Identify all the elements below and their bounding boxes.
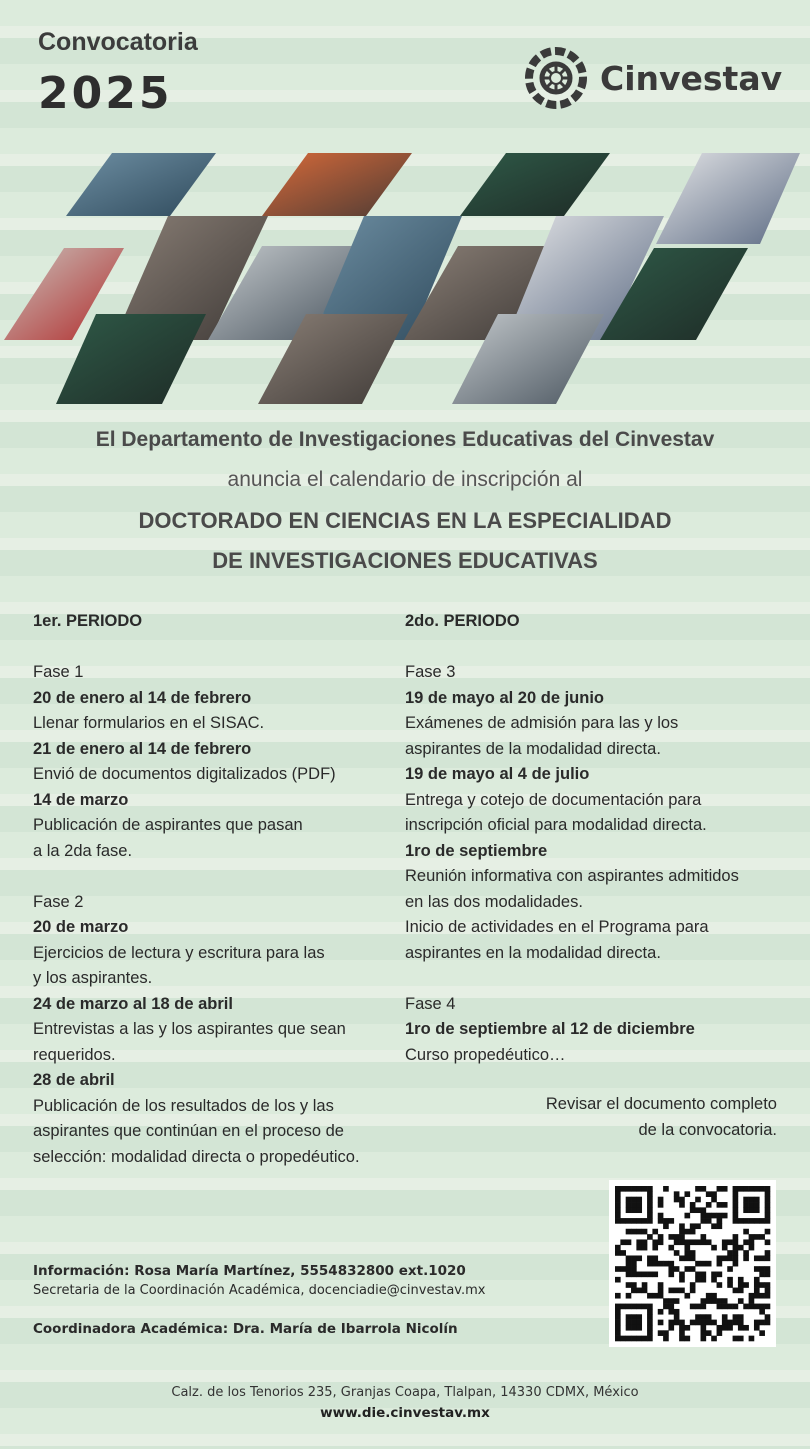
convocatoria-year: 2025 [38,68,173,119]
collage-tile [66,153,216,216]
collage-tile [262,153,412,216]
fase2-text3b: aspirantes que continúan en el proceso de [33,1122,344,1140]
fase2-text3a: Publicación de los resultados de los y las [33,1096,334,1115]
contact-info: Información: Rosa María Martínez, 5554832800 ext.1020 [33,1263,466,1279]
review-line2: de la convocatoria. [638,1120,777,1139]
department-heading: El Departamento de Investigaciones Educativas del Cinvestav [95,428,715,451]
collage-tile [460,153,610,216]
fase1-date3: 14 de marzo [33,790,129,809]
program-title-line1: DOCTORADO EN CIENCIAS EN LA ESPECIALIDAD [138,508,672,533]
fase4-date1: 1ro de septiembre al 12 de diciembre [405,1020,695,1038]
cinvestav-logo-text: Cinvestav [600,58,783,98]
fase3-text3c: Inicio de actividades en el Programa para [405,918,709,936]
review-line1: Revisar el documento completo [545,1095,777,1113]
announce-text: anuncia el calendario de inscripción al [227,468,583,491]
fase1-title: Fase 1 [33,663,84,681]
fase2-date1: 20 de marzo [33,918,129,936]
fase3-text2a: Entrega y cotejo de documentación para [405,790,702,809]
collage-tile [656,153,800,244]
fase3-title: Fase 3 [405,663,456,681]
fase3-text3a: Reunión informativa con aspirantes admitidos [405,867,739,885]
fase1-text2: Envió de documentos digitalizados (PDF) [33,765,336,783]
fase3-date3: 1ro de septiembre [405,841,548,860]
contact-coordinator: Coordinadora Académica: Dra. María de Ibarrola Nicolín [33,1321,458,1337]
photo-collage [0,150,810,408]
fase1-text3a: Publicación de aspirantes que pasan [33,816,303,834]
fase2-text2b: requeridos. [33,1045,116,1064]
fase4-title: Fase 4 [405,994,456,1013]
fase2-date2: 24 de marzo al 18 de abril [33,994,233,1013]
period2-column [405,609,739,1068]
period1-title: 1er. PERIODO [33,612,143,630]
review-note [546,1092,777,1143]
cinvestav-emblem-icon [522,44,590,112]
fase3-date1: 19 de mayo al 20 de junio [405,688,604,707]
fase3-text1a: Exámenes de admisión para las y los [405,714,679,732]
qr-code-icon[interactable] [609,1180,776,1347]
fase1-date2: 21 de enero al 14 de febrero [33,739,252,758]
fase3-text2b: inscripción oficial para modalidad directa. [405,816,707,834]
contact-secretary: Secretaria de la Coordinación Académica, docenciadie@cinvestav.mx [33,1283,486,1298]
cinvestav-logo [522,44,782,112]
fase1-text1: Llenar formularios en el SISAC. [33,714,265,732]
period1-column [33,609,360,1170]
fase2-text1a: Ejercicios de lectura y escritura para las [33,943,325,962]
fase3-text1b: aspirantes de la modalidad directa. [405,739,661,758]
fase2-title: Fase 2 [33,892,84,911]
fase3-text3b: en las dos modalidades. [405,892,583,911]
convocatoria-label: Convocatoria [38,28,198,56]
fase2-text2a: Entrevistas a las y los aspirantes que sean [33,1020,346,1038]
fase2-text3c: selección: modalidad directa o propedéutico. [33,1147,360,1166]
fase3-date2: 19 de mayo al 4 de julio [405,765,590,783]
period2-title: 2do. PERIODO [405,612,520,630]
fase2-text1b: y los aspirantes. [33,969,153,987]
fase4-text1: Curso propedéutico… [405,1045,566,1064]
footer-address: Calz. de los Tenorios 235, Granjas Coapa, Tlalpan, 14330 CDMX, México [171,1385,639,1400]
footer-website-link[interactable]: www.die.cinvestav.mx [320,1405,490,1421]
program-title-line2: DE INVESTIGACIONES EDUCATIVAS [212,548,598,573]
fase1-date1: 20 de enero al 14 de febrero [33,688,252,707]
fase1-text3b: a la 2da fase. [33,841,133,860]
fase3-text3d: aspirantes en la modalidad directa. [405,943,661,962]
fase2-date3: 28 de abril [33,1071,115,1089]
